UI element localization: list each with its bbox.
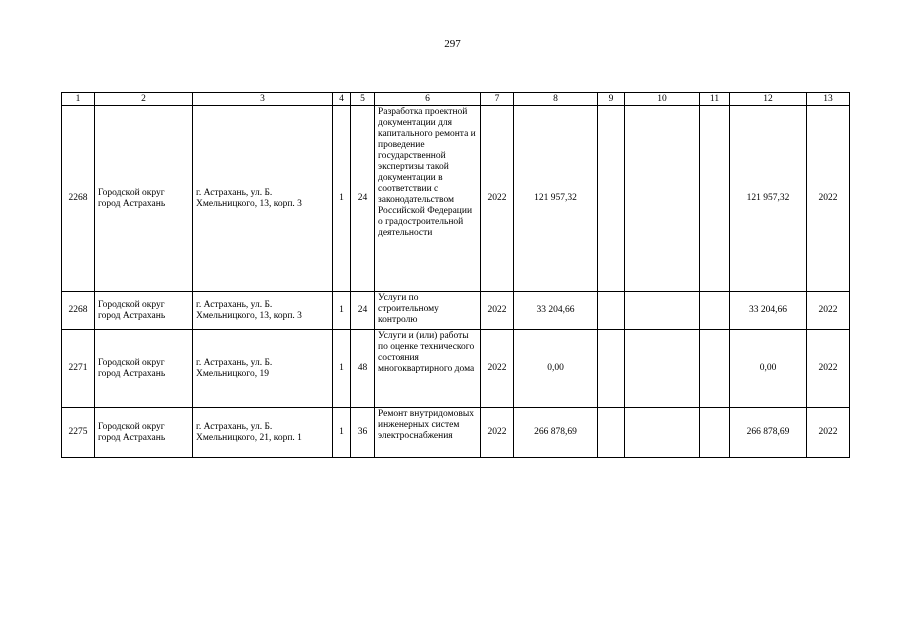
cell-work-type: Услуги и (или) работы по оценке технического состояния многоквартирного дома	[375, 330, 481, 408]
cell-number: 2268	[62, 292, 95, 330]
cell-col12-amount: 33 204,66	[730, 292, 807, 330]
column-header: 1	[62, 93, 95, 106]
cell-col12-amount: 266 878,69	[730, 408, 807, 458]
cell-address: г. Астрахань, ул. Б. Хмельницкого, 13, корп. 3	[193, 292, 333, 330]
cell-col9	[598, 330, 625, 408]
column-header: 3	[193, 93, 333, 106]
cell-year: 2022	[481, 106, 514, 292]
cell-amount: 266 878,69	[514, 408, 598, 458]
cell-col9	[598, 408, 625, 458]
cell-address: г. Астрахань, ул. Б. Хмельницкого, 13, корп. 3	[193, 106, 333, 292]
column-header: 11	[700, 93, 730, 106]
table-header-row	[62, 93, 850, 106]
column-header: 4	[333, 93, 351, 106]
cell-municipality: Городской округ город Астрахань	[95, 292, 193, 330]
cell-work-type: Ремонт внутридомовых инженерных систем электроснабжения	[375, 408, 481, 458]
cell-col11	[700, 106, 730, 292]
cell-col12-amount: 121 957,32	[730, 106, 807, 292]
column-header: 13	[807, 93, 850, 106]
cell-col4: 1	[333, 106, 351, 292]
cell-address: г. Астрахань, ул. Б. Хмельницкого, 21, корп. 1	[193, 408, 333, 458]
cell-col11	[700, 330, 730, 408]
cell-col4: 1	[333, 408, 351, 458]
cell-col13-year: 2022	[807, 106, 850, 292]
cell-municipality: Городской округ город Астрахань	[95, 408, 193, 458]
cell-col10	[625, 292, 700, 330]
cell-year: 2022	[481, 330, 514, 408]
cell-col10	[625, 408, 700, 458]
cell-col13-year: 2022	[807, 292, 850, 330]
cell-col5: 48	[351, 330, 375, 408]
cell-work-type: Разработка проектной документации для капитального ремонта и проведение государственной экспертизы такой документации в соответствии с законодательством Российской Федерации о градостроительной деятельности	[375, 106, 481, 292]
cell-address: г. Астрахань, ул. Б. Хмельницкого, 19	[193, 330, 333, 408]
cell-amount: 121 957,32	[514, 106, 598, 292]
cell-year: 2022	[481, 408, 514, 458]
cell-col5: 36	[351, 408, 375, 458]
cell-col4: 1	[333, 330, 351, 408]
cell-col11	[700, 292, 730, 330]
cell-amount: 0,00	[514, 330, 598, 408]
cell-year: 2022	[481, 292, 514, 330]
table-row	[62, 106, 850, 292]
cell-number: 2275	[62, 408, 95, 458]
column-header: 7	[481, 93, 514, 106]
cell-col13-year: 2022	[807, 408, 850, 458]
cell-col4: 1	[333, 292, 351, 330]
register-table	[61, 92, 850, 458]
cell-col9	[598, 106, 625, 292]
table-row	[62, 330, 850, 408]
column-header: 9	[598, 93, 625, 106]
cell-col9	[598, 292, 625, 330]
cell-col5: 24	[351, 292, 375, 330]
cell-col10	[625, 106, 700, 292]
cell-number: 2271	[62, 330, 95, 408]
cell-col10	[625, 330, 700, 408]
cell-municipality: Городской округ город Астрахань	[95, 330, 193, 408]
column-header: 2	[95, 93, 193, 106]
column-header: 12	[730, 93, 807, 106]
column-header: 6	[375, 93, 481, 106]
table-row	[62, 292, 850, 330]
cell-municipality: Городской округ город Астрахань	[95, 106, 193, 292]
column-header: 8	[514, 93, 598, 106]
table-row	[62, 408, 850, 458]
cell-col11	[700, 408, 730, 458]
cell-number: 2268	[62, 106, 95, 292]
cell-amount: 33 204,66	[514, 292, 598, 330]
page-number: 297	[444, 38, 461, 50]
cell-work-type: Услуги по строительному контролю	[375, 292, 481, 330]
column-header: 10	[625, 93, 700, 106]
cell-col12-amount: 0,00	[730, 330, 807, 408]
column-header: 5	[351, 93, 375, 106]
cell-col5: 24	[351, 106, 375, 292]
cell-col13-year: 2022	[807, 330, 850, 408]
